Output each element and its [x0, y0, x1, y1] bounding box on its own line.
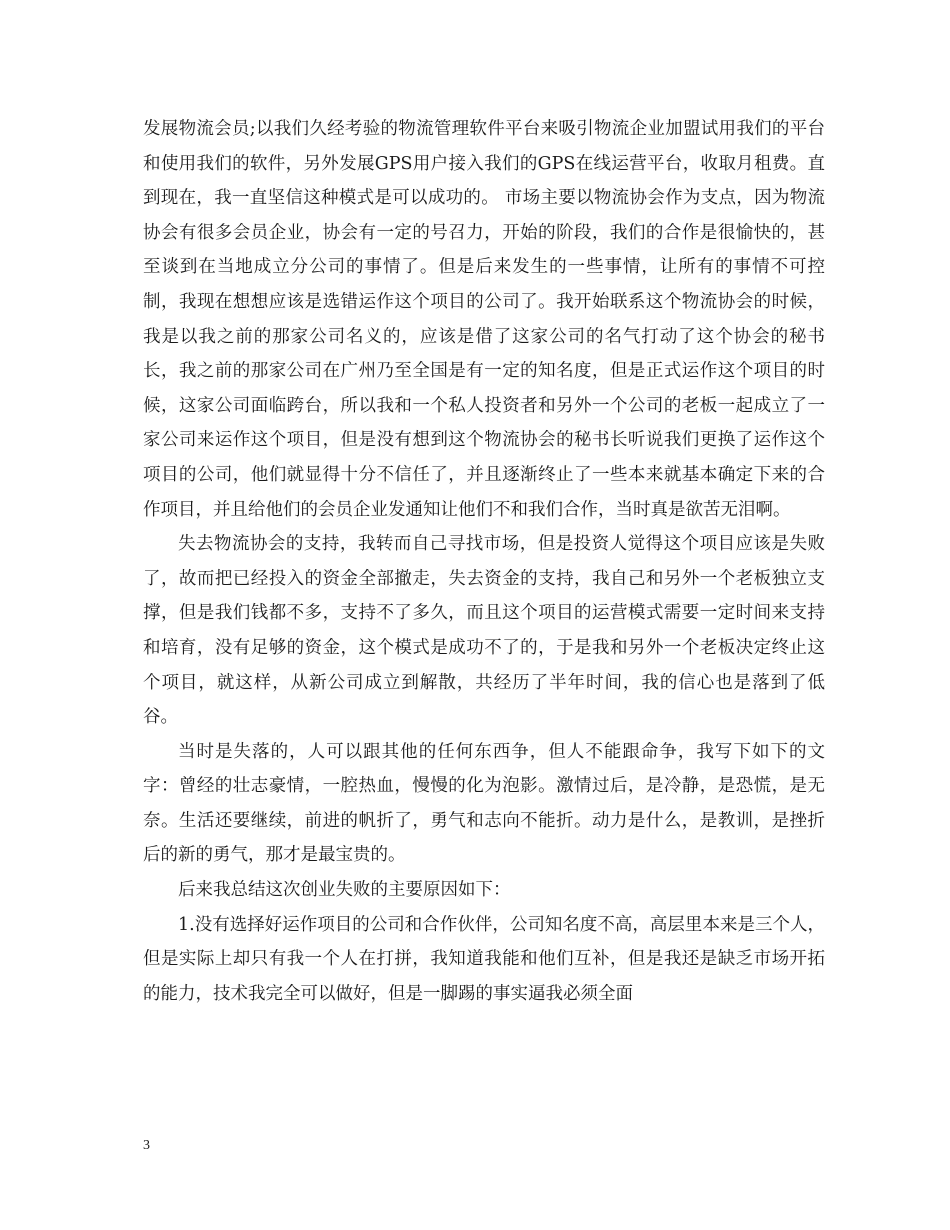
page-number: 3 — [143, 1138, 150, 1153]
paragraph-losing-support: 失去物流协会的支持，我转而自己寻找市场，但是投资人觉得这个项目应该是失败了，故而把已经投入的资金全部撤走，失去资金的支持，我自己和另外一个老板独立支撑，但是我们钱都不多，支持不了多久，而且这个项目的运营模式需要一定时间来支持和培育，没有足够的资金，这个模式是成功不了的，于是我和另外一个老板决定终止这个项目，就这样，从新公司成立到解散，共经历了半年时间，我的信心也是落到了低谷。 — [143, 534, 825, 728]
document-body — [143, 112, 825, 1011]
paragraph-reflection: 当时是失落的，人可以跟其他的任何东西争，但人不能跟命争，我写下如下的文字：曾经的壮志豪情，一腔热血，慢慢的化为泡影。激情过后，是冷静，是恐慌，是无奈。生活还要继续，前进的帆折了，勇气和志向不能折。动力是什么，是教训，是挫折后的新的勇气，那才是最宝贵的。 — [143, 741, 825, 866]
paragraph-summary-intro: 后来我总结这次创业失败的主要原因如下： — [178, 880, 511, 901]
paragraph-continuation: 发展物流会员;以我们久经考验的物流管理软件平台来吸引物流企业加盟试用我们的平台和使用我们的软件，另外发展GPS用户接入我们的GPS在线运营平台，收取月租费。直到现在，我一直坚信这种模式是可以成功的。 市场主要以物流协会作为支点，因为物流协会有很多会员企业，协会有一定的号召力，开始的阶段，我们的合作是很愉快的，甚至谈到在当地成立分公司的事情了。但是后来发生的一些事情，让所有的事情不可控制，我现在想想应该是选错运作这个项目的公司了。我开始联系这个物流协会的时候，我是以我之前的那家公司名义的，应该是借了这家公司的名气打动了这个协会的秘书长，我之前的那家公司在广州乃至全国是有一定的知名度，但是正式运作这个项目的时候，这家公司面临跨台，所以我和一个私人投资者和另外一个公司的老板一起成立了一家公司来运作这个项目，但是没有想到这个物流协会的秘书长听说我们更换了运作这个项目的公司，他们就显得十分不信任了，并且逐渐终止了一些本来就基本确定下来的合作项目，并且给他们的会员企业发通知让他们不和我们合作，当时真是欲苦无泪啊。 — [143, 119, 825, 520]
paragraph-reason-1: 1.没有选择好运作项目的公司和合作伙伴，公司知名度不高，高层里本来是三个人，但是实际上却只有我一个人在打拼，我知道我能和他们互补，但是我还是缺乏市场开拓的能力，技术我完全可以做好，但是一脚踢的事实逼我必须全面 — [143, 914, 825, 1004]
